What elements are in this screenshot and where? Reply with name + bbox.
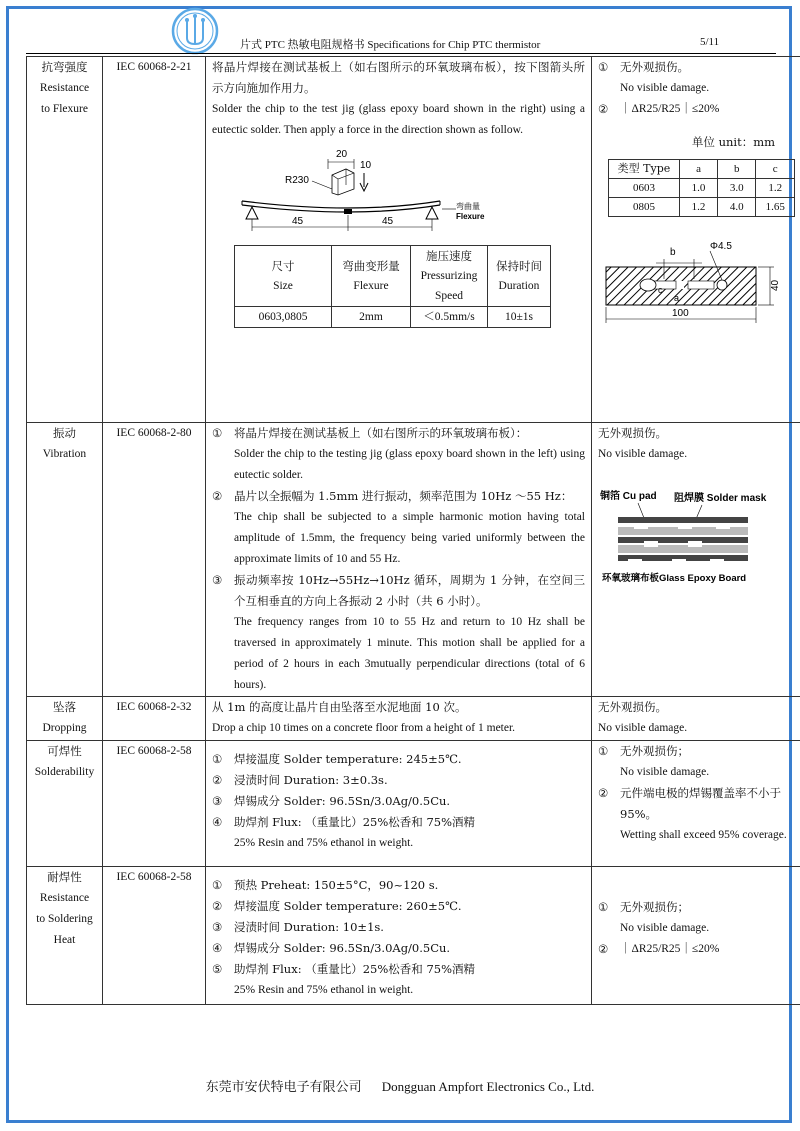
test-item [27, 697, 103, 741]
header-cell: b [718, 160, 756, 179]
header-cell: Duration [498, 280, 540, 292]
flexure-label-cn: 弯曲量 [456, 202, 480, 211]
req-cn: 无外观损伤； [620, 900, 689, 914]
test-item-cn: 可焊性 [47, 744, 82, 758]
req-en: No visible damage. [620, 82, 710, 94]
flexure-diagram [230, 145, 490, 237]
list-number: ① [598, 900, 609, 914]
company-name-cn: 东莞市安伏特电子有限公司 [205, 1080, 362, 1095]
radius-label: R230 [285, 175, 309, 186]
method-text: 焊锡成分 Solder: 96.5Sn/3.0Ag/0.5Cu. [234, 941, 451, 955]
test-item-en: Dropping [42, 722, 87, 734]
dim-label: 45 [292, 216, 304, 227]
table-row [27, 423, 800, 697]
board-label: 环氧玻璃布板Glass Epoxy Board [602, 573, 747, 584]
req-cn: 无外观损伤。 [598, 426, 667, 440]
requirement [592, 697, 800, 741]
standard: IEC 60068-2-21 [103, 57, 206, 423]
method-text: 焊接温度 Solder temperature: 245±5℃. [234, 752, 462, 766]
test-board-diagram [598, 237, 794, 337]
test-item-en: Resistance [39, 82, 90, 94]
method-text: 25% Resin and 75% ethanol in weight. [234, 837, 414, 849]
table-row [27, 57, 800, 423]
method-text: 预热 Preheat: 150±5°C，90~120 s. [234, 878, 439, 892]
page-number: 5/11 [700, 36, 720, 48]
list-number: ② [212, 773, 223, 787]
method-text: 焊接温度 Solder temperature: 260±5℃. [234, 899, 462, 913]
company-name-en: Dongguan Ampfort Electronics Co., Ltd. [381, 1079, 595, 1094]
method-text: 助焊剂 Flux: （重量比）25%松香和 75%酒精 [234, 962, 476, 976]
test-method [206, 697, 592, 741]
table-cell: 0603,0805 [235, 307, 332, 328]
dim-label: a [674, 293, 680, 303]
test-method [206, 57, 592, 423]
list-number: ① [212, 426, 223, 440]
test-item [27, 57, 103, 423]
list-number: ④ [212, 815, 223, 829]
test-item-cn: 坠落 [53, 700, 76, 714]
req-cn: 元件端电极的焊锡覆盖率不小于 95%。 [620, 786, 781, 821]
req-cn: 无外观损伤。 [620, 60, 689, 74]
header-cell: 类型 Type [609, 160, 680, 179]
type-table [608, 159, 795, 217]
spec-table [26, 56, 800, 1005]
list-number: ① [598, 60, 609, 74]
list-number: ① [212, 878, 223, 892]
list-number: ④ [212, 941, 223, 955]
table-cell: 1.65 [756, 198, 795, 217]
table-cell: 1.2 [679, 198, 717, 217]
req-cn: 无外观损伤。 [598, 700, 667, 714]
test-item-cn: 抗弯强度 [41, 60, 88, 74]
header-cell: Pressurizing [420, 270, 478, 282]
method-en: The frequency ranges from 10 to 55 Hz and return to 10 Hz shall be traversed in approximately 1 minute. This motion shall be applied for a period of 2 hours in each 3mutually perpendicular directions (total of 6 hours). [234, 616, 585, 691]
table-row [27, 741, 800, 867]
test-item-cn: 振动 [53, 426, 76, 440]
test-method [206, 423, 592, 697]
footer [0, 1076, 800, 1095]
cu-pad-label: 铜箔 Cu pad [600, 491, 657, 502]
test-item-en: to Soldering [36, 913, 93, 925]
method-en: Solder the chip to the testing jig (glass epoxy board shown in the left) using eutectic solder. [234, 448, 585, 481]
solder-mask-label: 阻焊膜 Solder mask [674, 493, 767, 504]
table-cell: 4.0 [718, 198, 756, 217]
method-cn: 将晶片焊接在测试基板上（如右图所示的环氧玻璃布板）： [234, 426, 528, 440]
method-text: 浸渍时间 Duration: 3±0.3s. [234, 773, 388, 787]
table-cell: 0603 [609, 179, 680, 198]
req-en: No visible damage. [620, 766, 710, 778]
table-row [27, 867, 800, 1005]
standard: IEC 60068-2-58 [103, 741, 206, 867]
req-en: No visible damage. [598, 722, 688, 734]
flexure-label-en: Flexure [456, 212, 485, 221]
header-divider [26, 53, 776, 54]
standard: IEC 60068-2-58 [103, 867, 206, 1005]
req-cn: ｜ΔR25/R25｜≤20% [620, 103, 720, 115]
header-cell: Flexure [353, 280, 389, 292]
method-cn: 振动频率按 10Hz→55Hz→10Hz 循环，周期为 1 分钟，在空间三个互相垂直的方向上各振动 2 小时（共 6 小时）。 [234, 573, 585, 608]
table-cell: 1.0 [679, 179, 717, 198]
requirement [592, 741, 800, 867]
method-en: Drop a chip 10 times on a concrete floor from a height of 1 meter. [212, 722, 516, 734]
table-cell: ＜0.5mm/s [411, 307, 488, 328]
header-cell: a [679, 160, 717, 179]
test-item [27, 867, 103, 1005]
method-text: 助焊剂 Flux: （重量比）25%松香和 75%酒精 [234, 815, 476, 829]
test-item [27, 741, 103, 867]
test-item-en: Solderability [34, 766, 95, 778]
list-number: ② [212, 489, 223, 503]
list-number: ③ [212, 573, 223, 587]
test-method [206, 867, 592, 1005]
dim-label: 10 [360, 160, 372, 171]
test-method [206, 741, 592, 867]
table-cell: 1.2 [756, 179, 795, 198]
table-cell: 3.0 [718, 179, 756, 198]
company-logo [170, 6, 220, 56]
dim-label: 40 [770, 279, 781, 291]
header-cell: Size [273, 280, 293, 292]
list-number: ③ [212, 794, 223, 808]
method-cn: 将晶片焊接在测试基板上（如右图所示的环氧玻璃布板），按下图箭头所示方向施加作用力。 [212, 60, 585, 95]
req-cn: 无外观损伤； [620, 744, 689, 758]
header-cell: 保持时间 [496, 259, 542, 273]
pcb-cross-section [598, 487, 794, 597]
dim-label: 100 [672, 308, 689, 319]
header-cell: 尺寸 [271, 259, 295, 273]
table-cell: 10±1s [488, 307, 551, 328]
list-number: ③ [212, 920, 223, 934]
method-cn: 晶片以全振幅为 1.5mm 进行振动，频率范围为 10Hz ～55 Hz： [234, 489, 573, 503]
document-title: 片式 PTC 热敏电阻规格书 Specifications for Chip PTC thermistor [240, 39, 541, 51]
standard: IEC 60068-2-32 [103, 697, 206, 741]
test-item-cn: 耐焊性 [47, 870, 82, 884]
list-number: ② [598, 942, 609, 956]
list-number: ① [212, 752, 223, 766]
list-number: ⑤ [212, 962, 223, 976]
req-en: No visible damage. [598, 448, 688, 460]
test-item-en: Heat [53, 934, 76, 946]
dim-label: 45 [382, 216, 394, 227]
dim-label: Φ4.5 [710, 241, 732, 252]
dim-label: c [658, 285, 663, 295]
list-number: ② [598, 102, 609, 116]
unit-label: 单位 unit：mm [691, 135, 775, 149]
requirement [592, 423, 800, 697]
header-cell: c [756, 160, 795, 179]
standard: IEC 60068-2-80 [103, 423, 206, 697]
method-text: 焊锡成分 Solder: 96.5Sn/3.0Ag/0.5Cu. [234, 794, 451, 808]
method-en: The chip shall be subjected to a simple harmonic motion having total amplitude of 1.5mm, the frequency being varied uniformly between the approximate limits of 10 and 55 Hz. [234, 511, 585, 565]
list-number: ② [212, 899, 223, 913]
requirement [592, 867, 800, 1005]
req-cn: ｜ΔR25/R25｜≤20% [620, 943, 720, 955]
header-cell: Speed [434, 290, 464, 302]
dim-label: 20 [336, 149, 348, 160]
test-item [27, 423, 103, 697]
method-text: 25% Resin and 75% ethanol in weight. [234, 984, 414, 996]
table-cell: 2mm [332, 307, 411, 328]
list-number: ① [598, 744, 609, 758]
method-text: 浸渍时间 Duration: 10±1s. [234, 920, 384, 934]
list-number: ② [598, 786, 609, 800]
test-item-en: Vibration [42, 448, 87, 460]
test-item-en: to Flexure [41, 103, 88, 115]
test-item-en: Resistance [39, 892, 90, 904]
method-cn: 从 1m 的高度让晶片自由坠落至水泥地面 10 次。 [212, 700, 467, 714]
header-cell: 弯曲变形量 [342, 259, 400, 273]
req-en: Wetting shall exceed 95% coverage. [620, 829, 787, 841]
method-en: Solder the chip to the test jig (glass epoxy board shown in the right) using a eutectic solder. Then apply a force in the direction shown as follow. [212, 103, 585, 136]
header-cell: 施压速度 [426, 249, 472, 263]
condition-table [234, 245, 551, 328]
table-cell: 0805 [609, 198, 680, 217]
requirement [592, 57, 800, 423]
table-row [27, 697, 800, 741]
dim-label: b [670, 247, 676, 258]
req-en: No visible damage. [620, 922, 710, 934]
